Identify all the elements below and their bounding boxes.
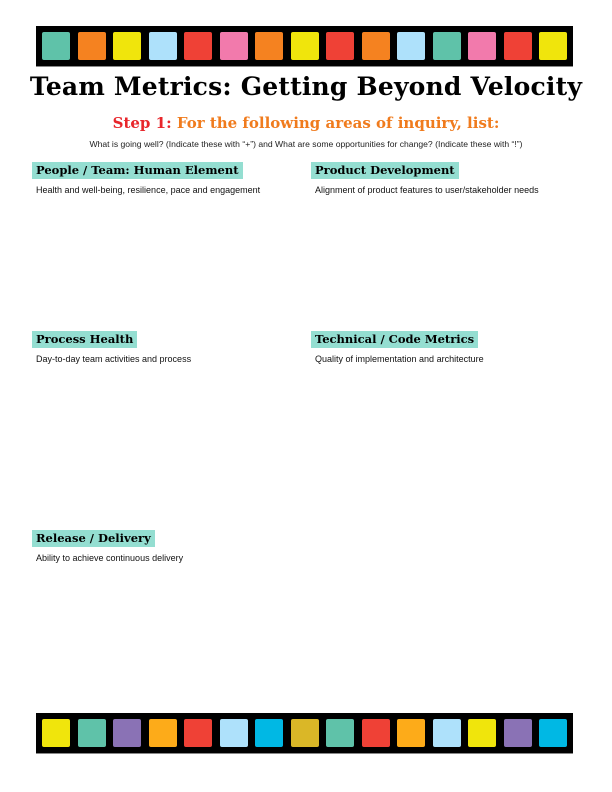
section-title: Release / Delivery — [32, 530, 155, 547]
color-square — [42, 719, 70, 747]
color-square — [184, 32, 212, 60]
color-square — [362, 719, 390, 747]
color-square — [539, 719, 567, 747]
color-square — [78, 719, 106, 747]
section-title: Product Development — [311, 162, 459, 179]
color-square — [113, 719, 141, 747]
color-square — [291, 32, 319, 60]
color-square — [362, 32, 390, 60]
section-title: Technical / Code Metrics — [311, 331, 478, 348]
color-square — [255, 32, 283, 60]
color-square — [326, 32, 354, 60]
color-square — [326, 719, 354, 747]
section-description: Health and well-being, resilience, pace and engagement — [36, 185, 261, 195]
step-text: For the following areas of inquiry, list: — [176, 114, 500, 132]
page-title: Team Metrics: Getting Beyond Velocity — [29, 72, 583, 101]
color-square — [184, 719, 212, 747]
color-square — [433, 32, 461, 60]
section-description: Quality of implementation and architecture — [315, 354, 484, 364]
color-square — [468, 719, 496, 747]
step-heading — [0, 114, 612, 132]
color-square — [433, 719, 461, 747]
step-number: Step 1: — [112, 114, 172, 132]
color-square — [220, 32, 248, 60]
section-description: Day-to-day team activities and process — [36, 354, 192, 364]
instructions: What is going well? (Indicate these with “+”) and What are some opportunities for change? (Indicate these with “!”) — [89, 139, 523, 149]
top-color-strip — [36, 26, 573, 67]
color-square — [149, 32, 177, 60]
color-square — [539, 32, 567, 60]
bottom-color-strip — [36, 713, 573, 754]
color-square — [78, 32, 106, 60]
color-square — [255, 719, 283, 747]
color-square — [220, 719, 248, 747]
section-title: People / Team: Human Element — [32, 162, 243, 179]
section-title: Process Health — [32, 331, 137, 348]
color-square — [397, 32, 425, 60]
color-square — [504, 719, 532, 747]
color-square — [149, 719, 177, 747]
section-description: Alignment of product features to user/stakeholder needs — [315, 185, 539, 195]
color-square — [468, 32, 496, 60]
color-square — [504, 32, 532, 60]
color-square — [397, 719, 425, 747]
color-square — [113, 32, 141, 60]
color-square — [291, 719, 319, 747]
color-square — [42, 32, 70, 60]
section-description: Ability to achieve continuous delivery — [36, 553, 184, 563]
